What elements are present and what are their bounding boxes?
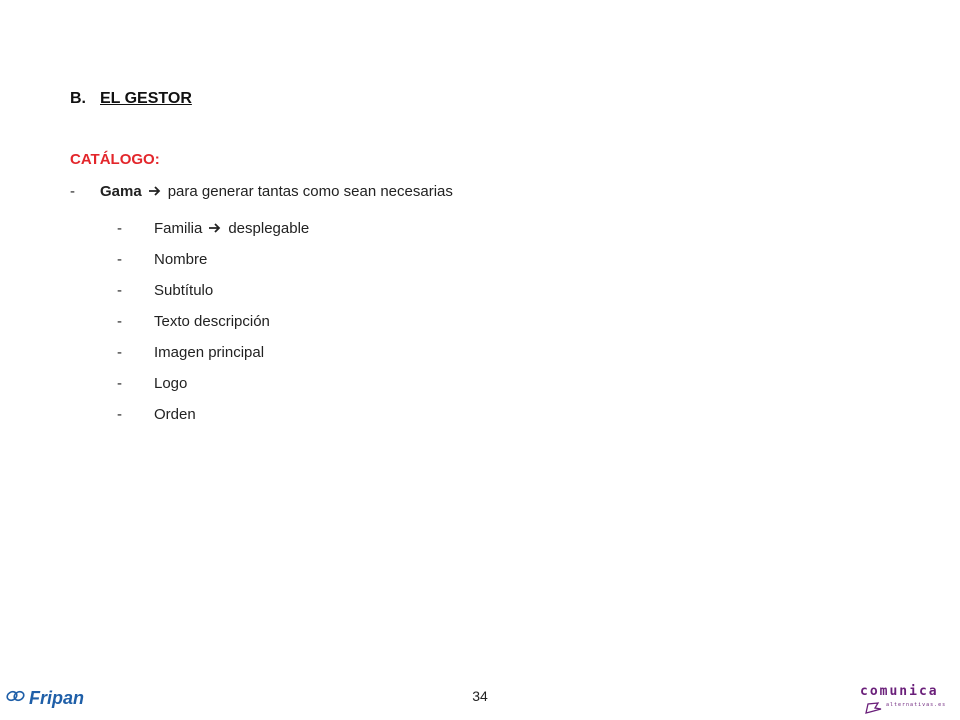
bullet-dash: - [117,375,122,392]
list-item-text: Nombre [154,251,208,268]
list-item-text: Familia [154,220,203,237]
flag-icon [864,701,884,720]
bullet-dash: - [117,313,122,330]
bullet-dash: - [117,344,122,361]
list-item-orden [117,399,309,430]
list-item-logo [117,368,309,399]
bullet-dash: - [70,183,75,200]
comunica-logo [860,684,946,718]
bullet-dash: - [117,251,122,268]
list-item-extra: desplegable [228,220,310,237]
list-item-text: Orden [154,406,196,423]
right-arrow-icon [148,184,162,200]
list-item-text: Imagen principal [154,344,265,361]
list-item-imagen-principal [117,337,309,368]
bullet-dash: - [117,406,122,423]
gama-line [70,183,453,200]
bullet-dash: - [117,282,122,299]
section-title: EL GESTOR [100,90,192,107]
section-letter: B. [70,90,86,107]
gama-word: Gama [100,183,142,200]
comunica-logo-text: comunica [860,684,939,699]
gama-description: para generar tantas como sean necesarias [167,183,453,200]
catalog-label: CATÁLOGO: [70,151,160,168]
section-heading [70,90,192,108]
list-item-text: Texto descripción [154,313,270,330]
right-arrow-icon [208,221,222,237]
comunica-logo-subtext: alternativas.es [886,702,947,708]
fripan-logo-text: Fripan [29,688,85,708]
bullet-dash: - [117,220,122,237]
list-item-familia [117,213,309,244]
list-item-nombre [117,244,309,275]
list-item-text: Logo [154,375,188,392]
catalog-field-list [117,213,309,430]
list-item-texto-descripcion [117,306,309,337]
list-item-subtitulo [117,275,309,306]
list-item-text: Subtítulo [154,282,214,299]
page-number: 34 [472,688,488,704]
